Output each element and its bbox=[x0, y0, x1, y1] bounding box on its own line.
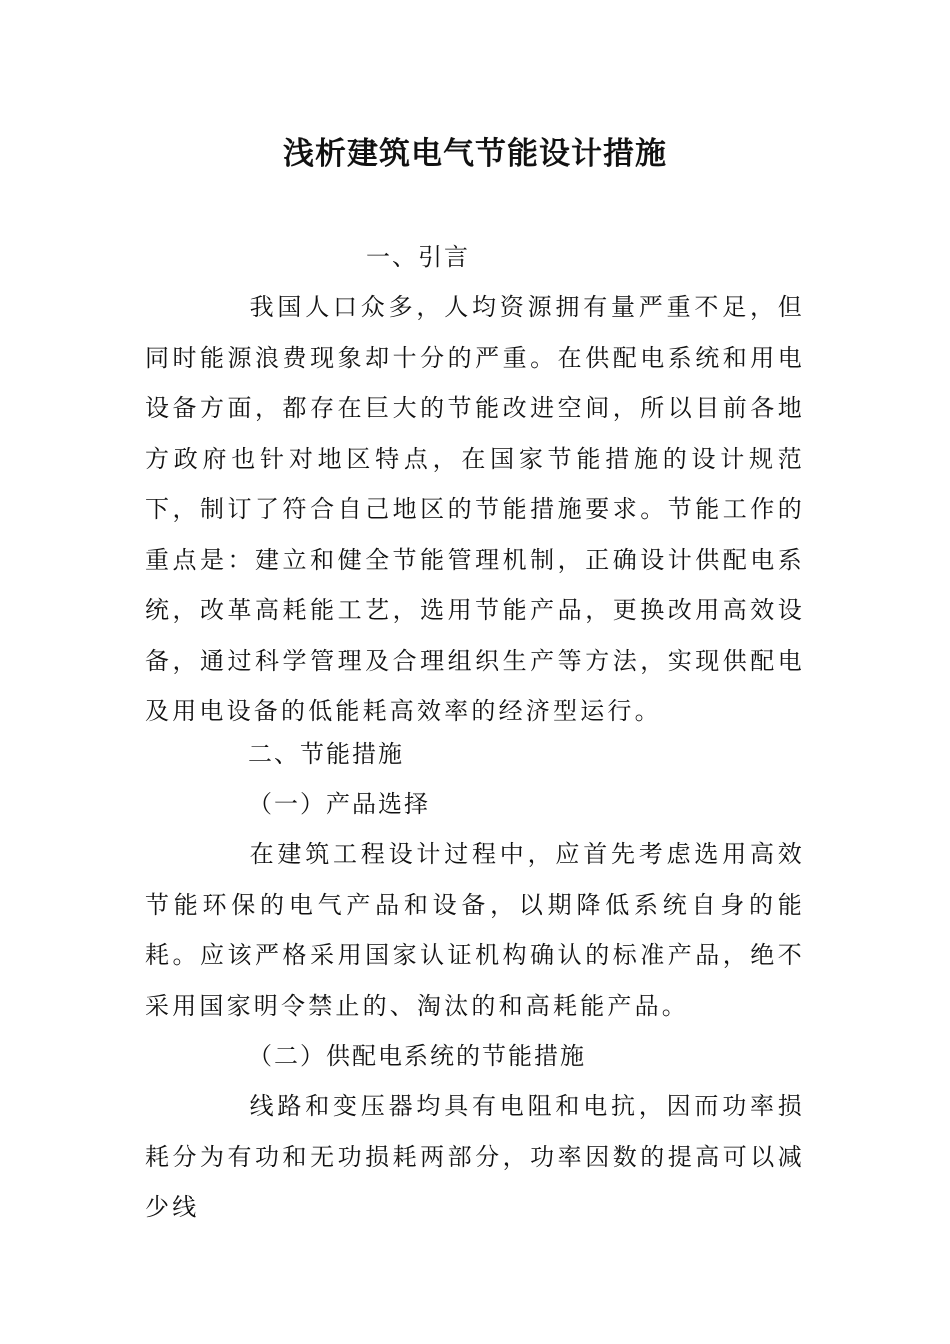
product-paragraph-text: 在建筑工程设计过程中，应首先考虑选用高效节能环保的电气产品和设备，以期降低系统自身的能耗。应该严格采用国家认证机构确认的标准产品，绝不采用国家明令禁止的、淘汰的和高耗能产品。 bbox=[145, 840, 805, 1020]
subsection-heading-product: （一）产品选择 bbox=[248, 790, 430, 818]
section-heading-measures: 二、节能措施 bbox=[248, 740, 404, 768]
document-title: 浅析建筑电气节能设计措施 bbox=[283, 136, 667, 172]
intro-paragraph-text: 我国人口众多，人均资源拥有量严重不足，但同时能源浪费现象却十分的严重。在供配电系统和用电设备方面，都存在巨大的节能改进空间，所以目前各地方政府也针对地区特点，在国家节能措施的设计规范下，制订了符合自己地区的节能措施要求。节能工作的重点是：建立和健全节能管理机制，正确设计供配电系统，改革高耗能工艺，选用节能产品，更换改用高效设备，通过科学管理及合理组织生产等方法，实现供配电及用电设备的低能耗高效率的经济型运行。 bbox=[145, 293, 805, 725]
power-supply-paragraph bbox=[145, 1081, 805, 1233]
power-supply-paragraph-text: 线路和变压器均具有电阻和电抗，因而功率损耗分为有功和无功损耗两部分，功率因数的提高可以减少线 bbox=[145, 1092, 805, 1221]
product-paragraph bbox=[145, 829, 805, 1031]
subsection-heading-power-supply: （二）供配电系统的节能措施 bbox=[248, 1042, 586, 1070]
intro-paragraph bbox=[145, 282, 805, 737]
section-heading-intro: 一、引言 bbox=[366, 243, 470, 271]
